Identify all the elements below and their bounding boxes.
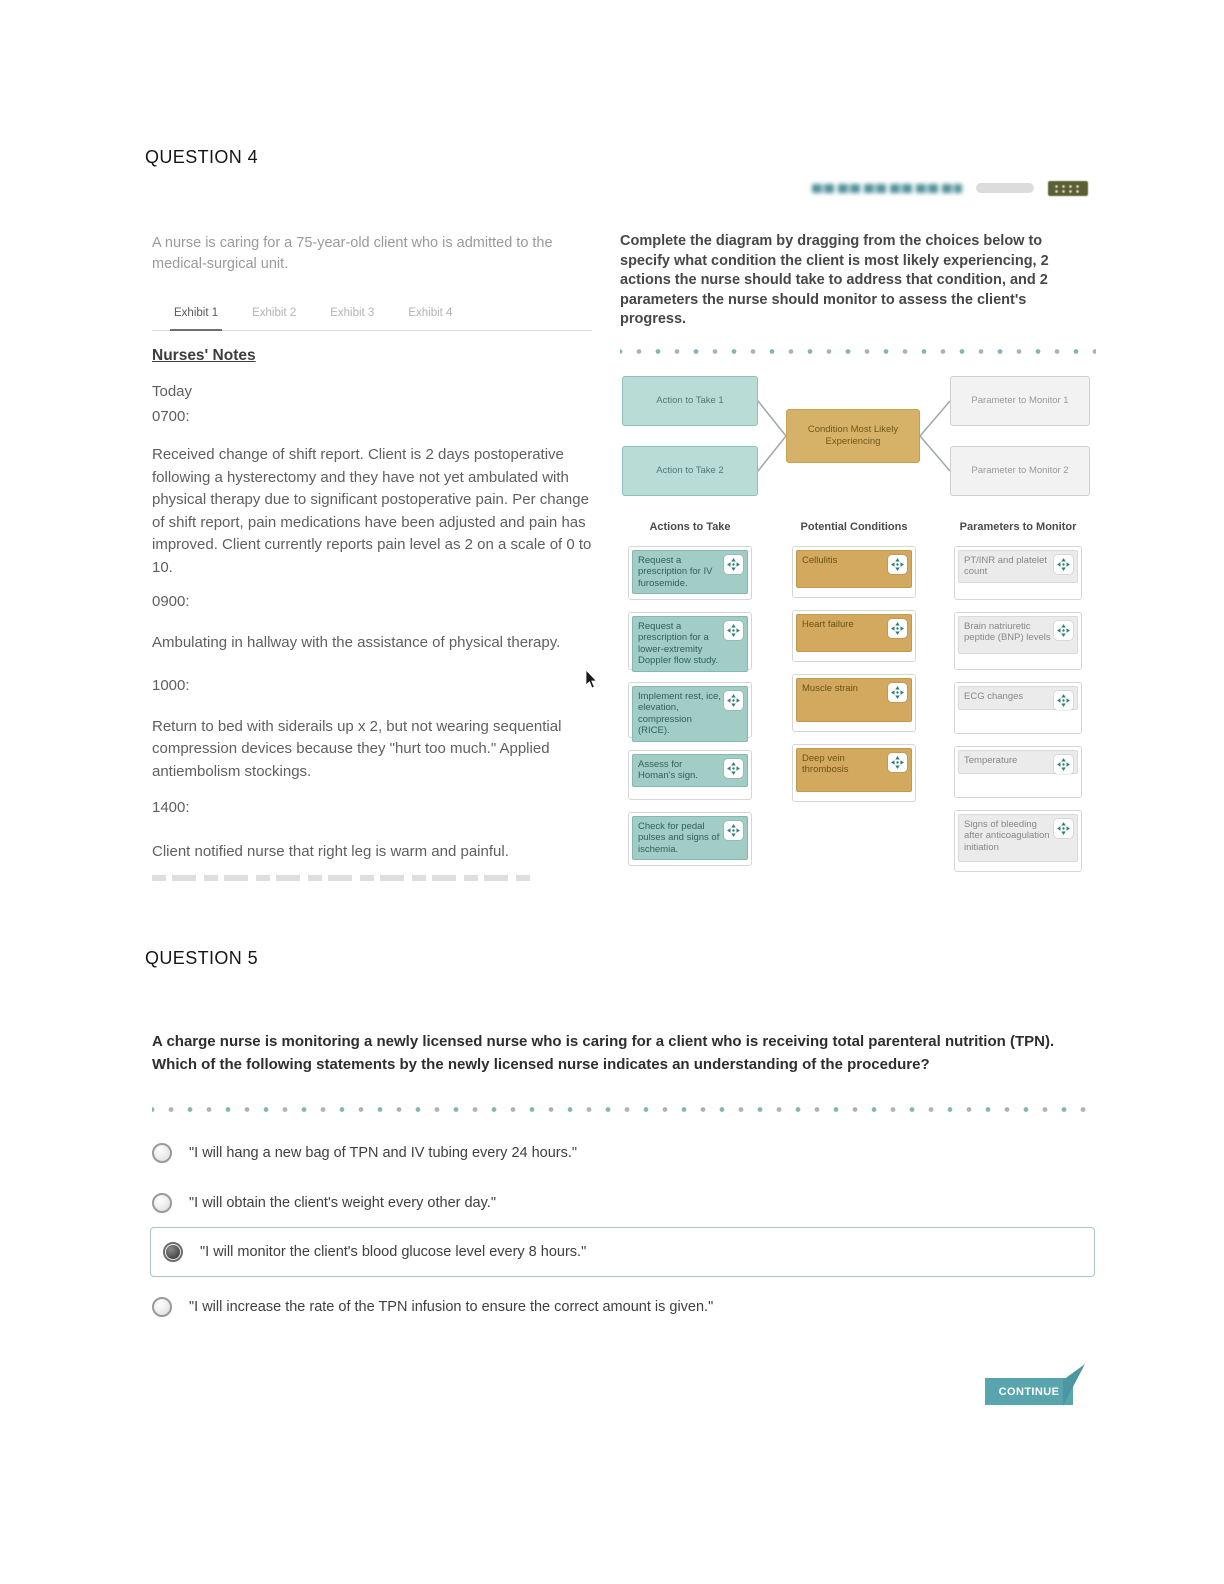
drag-item-condition[interactable] <box>796 614 912 652</box>
drag-item-condition[interactable] <box>796 748 912 792</box>
answer-option-3[interactable] <box>163 1242 1082 1262</box>
option-label: "I will obtain the client's weight every other day." <box>189 1195 496 1211</box>
drag-item-action[interactable] <box>632 754 748 787</box>
choice-slot <box>628 682 752 738</box>
choice-slot <box>954 682 1082 734</box>
q5-stem: A charge nurse is monitoring a newly licensed nurse who is caring for a client who is receiving total parenteral nutrition (TPN). Which of the following statements by the newly licensed nurse indicates an understanding of the procedure? <box>152 1033 1055 1073</box>
drag-item-label: Heart failure <box>802 618 854 630</box>
toolbar-button[interactable] <box>1048 181 1088 196</box>
choice-slot <box>954 612 1082 670</box>
radio-button-selected[interactable] <box>163 1242 183 1262</box>
q4-instructions: Complete the diagram by dragging from the choices below to specify what condition the client is most likely experiencing, 2 actions the nurse should take to address that condition, and 2 parameters the nurse should monitor to assess the client's progress. <box>620 233 1049 327</box>
column-actions <box>628 521 752 884</box>
column-actions-header: Actions to Take <box>649 520 731 533</box>
drag-item-label: Cellulitis <box>802 554 838 566</box>
note-time: 0900: <box>152 593 190 610</box>
move-icon <box>888 555 907 574</box>
column-parameters <box>954 521 1082 884</box>
answer-option-1[interactable] <box>152 1143 1095 1163</box>
move-icon <box>724 821 743 840</box>
drop-target-parameter-1[interactable]: Parameter to Monitor 1 <box>950 376 1090 426</box>
drag-item-label: Implement rest, ice, elevation, compression (RICE). <box>638 690 721 736</box>
drag-item-label: ECG changes <box>964 690 1024 702</box>
drag-item-label: Check for pedal pulses and signs of ischemia. <box>638 820 720 855</box>
drop-target-action-2[interactable]: Action to Take 2 <box>622 446 758 496</box>
nurses-notes-title: Nurses' Notes <box>152 347 256 364</box>
option-label: "I will monitor the client's blood glucose level every 8 hours." <box>200 1244 587 1260</box>
tab-exhibit-4[interactable]: Exhibit 4 <box>408 307 453 319</box>
drag-item-action[interactable] <box>632 616 748 672</box>
drag-item-label: Brain natriuretic peptide (BNP) levels <box>964 620 1051 643</box>
note-time: 1000: <box>152 677 190 694</box>
drag-item-parameter[interactable] <box>958 750 1078 774</box>
move-icon <box>724 555 743 574</box>
drag-item-label: Request a prescription for IV furosemide. <box>638 554 713 589</box>
drag-item-label: Temperature <box>964 754 1018 766</box>
q5-panel <box>152 1030 1095 1398</box>
drag-item-label: Assess for Homan's sign. <box>638 758 698 781</box>
mouse-cursor <box>585 670 599 695</box>
q4-answer-panel <box>620 232 1096 884</box>
note-line: Ambulating in hallway with the assistance of physical therapy. <box>152 633 561 651</box>
exhibit-tabs <box>152 301 592 331</box>
selected-option-box <box>150 1227 1095 1277</box>
column-conditions <box>792 521 916 884</box>
move-icon <box>724 759 743 778</box>
choice-slot <box>954 546 1082 600</box>
tab-exhibit-1[interactable]: Exhibit 1 <box>170 301 222 331</box>
drag-item-parameter[interactable] <box>958 686 1078 710</box>
drag-item-condition[interactable] <box>796 678 912 722</box>
timer-toolbar <box>812 178 1100 198</box>
q4-exhibit-panel <box>152 233 592 881</box>
column-parameters-header: Parameters to Monitor <box>959 520 1077 533</box>
drag-item-parameter[interactable] <box>958 616 1078 654</box>
move-icon <box>1054 691 1073 710</box>
drag-item-label: Signs of bleeding after anticoagulation initiation <box>964 818 1050 853</box>
radio-button[interactable] <box>152 1297 172 1317</box>
clipped-text-line <box>152 875 530 881</box>
note-time: 0700: <box>152 407 190 425</box>
answer-option-4[interactable] <box>152 1297 1095 1317</box>
choice-slot <box>628 546 752 600</box>
move-icon <box>1054 755 1073 774</box>
drop-target-parameter-2[interactable]: Parameter to Monitor 2 <box>950 446 1090 496</box>
move-icon <box>888 753 907 772</box>
choice-slot <box>792 546 916 598</box>
note-time: 1400: <box>152 799 190 816</box>
choice-slot <box>792 610 916 662</box>
choice-slot <box>792 744 916 802</box>
continue-button[interactable]: CONTINUE <box>985 1378 1073 1405</box>
timer-text-blurred <box>812 184 962 193</box>
column-conditions-header: Potential Conditions <box>800 520 908 533</box>
note-paragraph: Return to bed with siderails up x 2, but not wearing sequential compression devices because they "hurt too much." Applied antiembolism stockings. <box>152 717 562 780</box>
drag-item-parameter[interactable] <box>958 814 1078 862</box>
choice-slot <box>628 812 752 866</box>
drop-target-action-1[interactable]: Action to Take 1 <box>622 376 758 426</box>
tab-exhibit-2[interactable]: Exhibit 2 <box>252 307 297 319</box>
choice-columns <box>620 521 1096 884</box>
move-icon <box>724 621 743 640</box>
move-icon <box>888 683 907 702</box>
question-5-heading: QUESTION 5 <box>145 948 259 968</box>
choice-slot <box>954 746 1082 798</box>
q4-stem: A nurse is caring for a 75-year-old client who is admitted to the medical-surgical unit. <box>152 235 553 272</box>
note-line: Client notified nurse that right leg is warm and painful. <box>152 842 509 860</box>
drag-item-label: Muscle strain <box>802 682 858 694</box>
progress-pill <box>976 183 1034 193</box>
move-icon <box>724 691 743 710</box>
continue-row <box>985 1378 1073 1405</box>
drag-item-action[interactable] <box>632 550 748 595</box>
note-paragraph: Received change of shift report. Client is 2 days postoperative following a hysterectomy and they have not yet ambulated with physical therapy due to significant postoperative pain. Per change of shift report, pain medications have been adjusted and pain has improved. Client currently reports pain level as 2 on a scale of 0 to 10. <box>152 446 592 576</box>
drag-item-action[interactable] <box>632 686 748 742</box>
drop-target-condition[interactable]: Condition Most Likely Experiencing <box>786 409 920 463</box>
drag-item-label: Request a prescription for a lower-extremity Doppler flow study. <box>638 620 719 666</box>
choice-slot <box>628 750 752 800</box>
drop-diagram <box>620 369 1096 509</box>
drag-item-label: Deep vein thrombosis <box>802 752 849 775</box>
question-4-heading: QUESTION 4 <box>145 147 259 167</box>
dots-separator <box>152 1106 1095 1113</box>
drag-item-action[interactable] <box>632 816 748 861</box>
choice-slot <box>628 612 752 670</box>
option-label: "I will hang a new bag of TPN and IV tubing every 24 hours." <box>189 1145 578 1161</box>
move-icon <box>1054 555 1073 574</box>
move-icon <box>1054 819 1073 838</box>
drag-item-parameter[interactable] <box>958 550 1078 583</box>
radio-button[interactable] <box>152 1193 172 1213</box>
choice-slot <box>954 810 1082 872</box>
choice-slot <box>792 674 916 732</box>
move-icon <box>1054 621 1073 640</box>
dots-separator <box>620 348 1096 355</box>
drag-item-label: PT/INR and platelet count <box>964 554 1047 577</box>
note-line: Today <box>152 383 193 400</box>
drag-item-condition[interactable] <box>796 550 912 588</box>
tab-exhibit-3[interactable]: Exhibit 3 <box>330 307 375 319</box>
option-label: "I will increase the rate of the TPN infusion to ensure the correct amount is given." <box>189 1299 714 1315</box>
answer-option-2[interactable] <box>152 1193 1095 1213</box>
radio-button[interactable] <box>152 1143 172 1163</box>
move-icon <box>888 619 907 638</box>
